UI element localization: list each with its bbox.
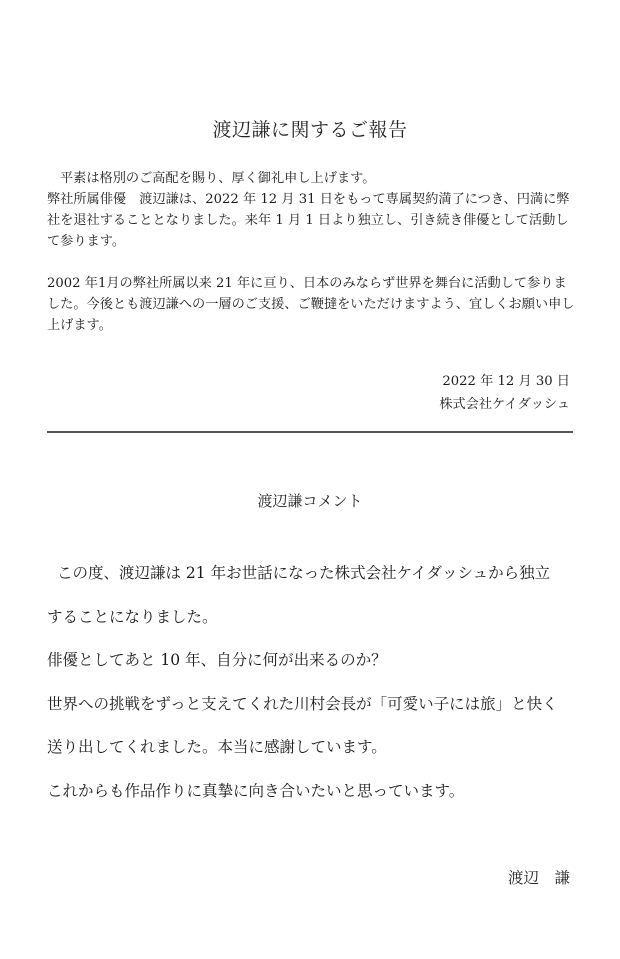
comment-line: これからも作品作りに真摯に向き合いたいと思っています。 xyxy=(47,781,465,800)
comment-line: することになりました。 xyxy=(47,607,218,626)
comment-line: 世界への挑戦をずっと支えてくれた川村会長が「可愛い子には旅」と快く xyxy=(47,694,558,713)
comment-line: 俳優としてあと 10 年、自分に何が出来るのか？ xyxy=(47,651,387,669)
comment-signature: 渡辺 謙 xyxy=(507,869,570,887)
comment-line: この度、渡辺謙は 21 年お世話になった株式会社ケイダッシュから独立 xyxy=(57,564,551,582)
comment-body xyxy=(47,560,587,821)
announcement-paragraph-contract: 弊社所属俳優 渡辺謙は、2022 年 12 月 31 日をもって専属契約満了につき、円満に弊社を退社することとなりました。来年 1 月 1 日より独立し、引き続き俳優として活動して参ります。 xyxy=(47,192,570,249)
section-divider xyxy=(47,431,573,433)
announcement-paragraph-history: 2002 年1月の弊社所属以来 21 年に亘り、日本のみならず世界を舞台に活動して参りました。今後とも渡辺謙への一層のご支援、ご鞭撻をいただけますよう、宜しくお願い申し上げます。 xyxy=(47,276,575,333)
announcement-signoff xyxy=(439,370,570,416)
comment-line: 送り出してくれました。本当に感謝しています。 xyxy=(47,738,387,756)
paragraph-spacer xyxy=(47,252,577,273)
comment-title: 渡辺謙コメント xyxy=(257,492,363,510)
announcement-company: 株式会社ケイダッシュ xyxy=(439,397,570,412)
announcement-paragraph-greeting: 平素は格別のご高配を賜り、厚く御礼申し上げます。 xyxy=(60,171,376,186)
announcement-date: 2022 年 12 月 30 日 xyxy=(442,374,570,389)
announcement-title: 渡辺謙に関するご報告 xyxy=(212,119,408,141)
announcement-body xyxy=(47,168,577,336)
